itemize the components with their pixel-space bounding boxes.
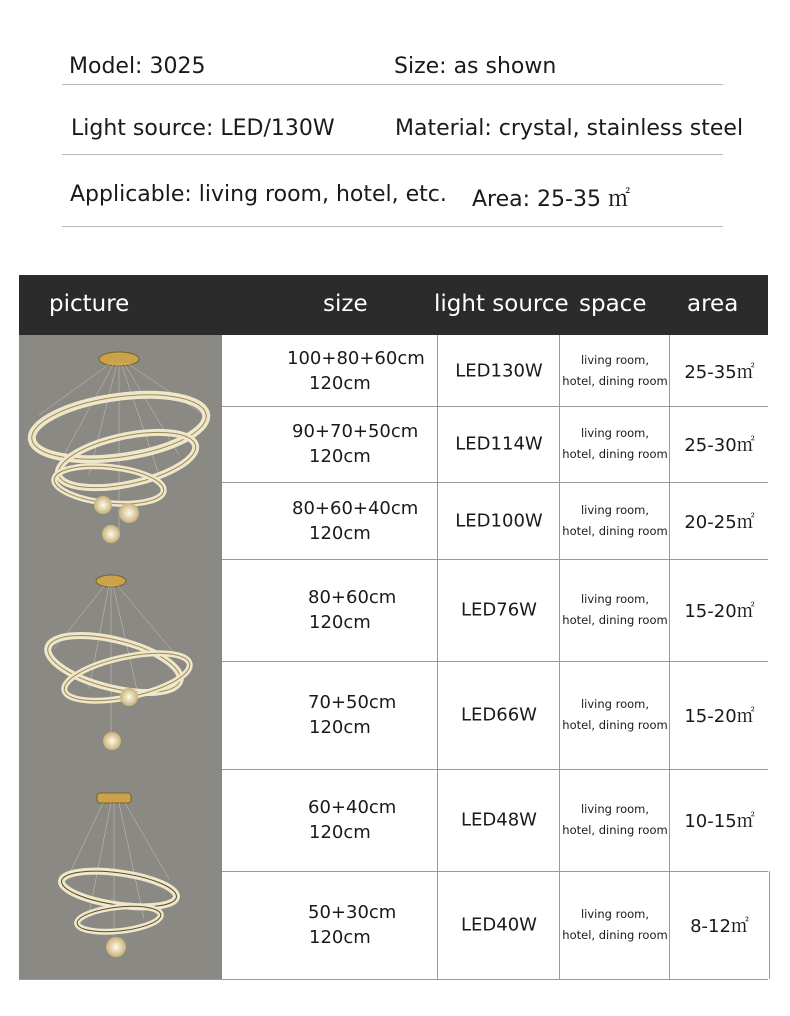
table-row xyxy=(222,335,768,407)
light-value: LED100W xyxy=(455,510,543,531)
chandelier-small-rings-image xyxy=(19,769,222,979)
cell-size xyxy=(222,406,437,482)
cell-light-source xyxy=(437,871,560,979)
light-value: LED66W xyxy=(461,704,537,726)
spec-row-light xyxy=(62,84,744,155)
cell-size xyxy=(222,661,437,769)
size-height: 120cm xyxy=(309,522,371,544)
cell-size xyxy=(222,871,437,979)
area-value: 15-20㎡ xyxy=(684,706,755,727)
space-line-2: hotel, dining room xyxy=(562,373,668,388)
size-height: 120cm xyxy=(309,927,371,948)
chandelier-photo-three-rings xyxy=(19,335,222,560)
cell-space xyxy=(559,871,670,979)
table-row xyxy=(222,871,768,980)
cell-space xyxy=(559,482,670,559)
space-line-2: hotel, dining room xyxy=(562,447,668,461)
space-line-2: hotel, dining room xyxy=(562,928,668,942)
header-size: size xyxy=(323,291,368,317)
cell-area xyxy=(669,406,769,482)
area-value: 10-15㎡ xyxy=(684,811,755,832)
cell-space xyxy=(559,661,670,769)
size-height: 120cm xyxy=(309,372,371,394)
area-value: 20-25㎡ xyxy=(684,511,755,533)
cell-size xyxy=(222,335,437,406)
size-height: 120cm xyxy=(309,612,371,633)
space-line-1: living room, xyxy=(580,697,650,711)
area-value: 15-20㎡ xyxy=(684,601,755,622)
size-diameters: 80+60cm xyxy=(308,587,397,608)
table-row xyxy=(222,769,768,872)
space-line-2: hotel, dining room xyxy=(562,523,668,538)
size-diameters: 100+80+60cm xyxy=(287,347,425,369)
cell-area xyxy=(669,871,770,979)
spec-material: Material: crystal, stainless steel xyxy=(395,116,744,141)
cell-area xyxy=(669,482,769,559)
area-value: 25-35㎡ xyxy=(684,361,755,383)
size-diameters: 70+50cm xyxy=(308,692,397,713)
cell-area xyxy=(669,769,769,871)
spec-applicable: Applicable: living room, hotel, etc. xyxy=(70,182,447,207)
cell-area xyxy=(669,661,769,769)
size-diameters: 60+40cm xyxy=(308,797,397,818)
size-height: 120cm xyxy=(309,446,371,467)
spec-row-model xyxy=(62,20,723,85)
spec-light-source: Light source: LED/130W xyxy=(71,116,335,141)
area-value: 25-30㎡ xyxy=(684,435,755,456)
cell-light-source xyxy=(437,335,560,406)
cell-area xyxy=(669,335,769,406)
area-value: 8-12㎡ xyxy=(690,916,749,937)
spec-area: Area: 25-35 ㎡ xyxy=(472,187,630,212)
spec-size: Size: as shown xyxy=(394,54,557,79)
cell-light-source xyxy=(437,559,560,661)
light-value: LED76W xyxy=(461,599,537,621)
space-line-2: hotel, dining room xyxy=(562,823,668,837)
size-diameters: 80+60+40cm xyxy=(292,497,419,519)
spec-model: Model: 3025 xyxy=(69,54,206,79)
cell-size xyxy=(222,559,437,661)
space-line-1: living room, xyxy=(580,592,650,606)
cell-space xyxy=(559,559,670,661)
size-diameters: 50+30cm xyxy=(308,902,397,923)
space-line-2: hotel, dining room xyxy=(562,613,668,627)
space-line-2: hotel, dining room xyxy=(562,718,668,732)
light-value: LED40W xyxy=(461,914,537,936)
spec-table xyxy=(19,275,768,980)
light-value: LED130W xyxy=(455,360,543,381)
size-height: 120cm xyxy=(309,822,371,843)
cell-space xyxy=(559,769,670,871)
cell-light-source xyxy=(437,769,560,871)
cell-light-source xyxy=(437,406,560,482)
light-value: LED48W xyxy=(461,809,537,831)
spec-row-applicable xyxy=(62,154,723,227)
size-height: 120cm xyxy=(309,717,371,738)
size-diameters: 90+70+50cm xyxy=(292,421,419,442)
table-row xyxy=(222,482,768,560)
space-line-1: living room, xyxy=(580,907,650,921)
table-row xyxy=(222,661,768,770)
chandelier-photo-two-rings xyxy=(19,559,222,770)
cell-space xyxy=(559,335,670,406)
chandelier-two-rings-image xyxy=(19,559,222,769)
chandelier-three-rings-image xyxy=(19,335,222,559)
chandelier-photo-small-rings xyxy=(19,769,222,979)
table-bottom-border xyxy=(19,979,768,980)
table-row xyxy=(222,559,768,662)
cell-light-source xyxy=(437,482,560,559)
header-space: space xyxy=(579,291,647,317)
cell-space xyxy=(559,406,670,482)
header-area: area xyxy=(687,291,739,317)
space-line-1: living room, xyxy=(580,352,650,367)
space-line-1: living room, xyxy=(580,426,650,440)
cell-area xyxy=(669,559,769,661)
cell-light-source xyxy=(437,661,560,769)
header-picture: picture xyxy=(49,291,130,317)
cell-size xyxy=(222,482,437,559)
table-row xyxy=(222,406,768,483)
table-header xyxy=(19,275,768,335)
header-light-source: light source xyxy=(434,291,569,317)
cell-size xyxy=(222,769,437,871)
space-line-1: living room, xyxy=(580,502,650,517)
light-value: LED114W xyxy=(455,433,543,455)
space-line-1: living room, xyxy=(580,802,650,816)
